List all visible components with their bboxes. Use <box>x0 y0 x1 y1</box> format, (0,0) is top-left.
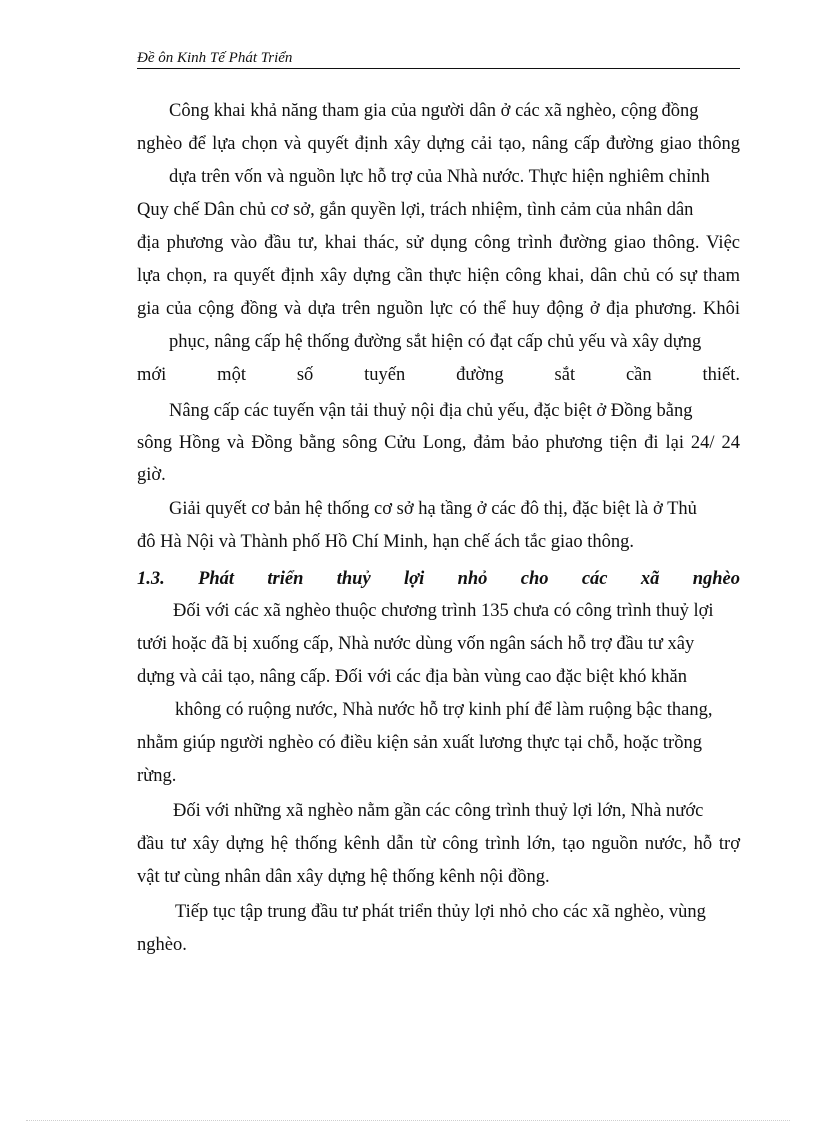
text-line: Quy chế Dân chủ cơ sở, gắn quyền lợi, trách nhiệm, tình cảm của nhân dân <box>137 200 694 220</box>
text-line: Công khai khả năng tham gia của người dân ở các xã nghèo, cộng đồng <box>169 101 699 121</box>
text-line: sông Hồng và Đồng bằng sông Cửu Long, đảm bảo phương tiện đi lại 24/ 24 <box>137 433 740 453</box>
page-bottom-rule <box>26 1120 790 1121</box>
header-rule <box>137 68 740 69</box>
text-line: không có ruộng nước, Nhà nước hỗ trợ kinh phí để làm ruộng bậc thang, <box>175 700 713 720</box>
text-line: Giải quyết cơ bản hệ thống cơ sở hạ tầng ở các đô thị, đặc biệt là ở Thủ <box>169 499 697 519</box>
text-line: Nâng cấp các tuyến vận tải thuỷ nội địa chủ yếu, đặc biệt ở Đồng bằng <box>169 401 693 421</box>
text-line: đô Hà Nội và Thành phố Hồ Chí Minh, hạn chế ách tắc giao thông. <box>137 532 634 552</box>
text-line: đầu tư xây dựng hệ thống kênh dẫn từ công trình lớn, tạo nguồn nước, hỗ trợ <box>137 834 740 854</box>
text-line: lựa chọn, ra quyết định xây dựng cần thực hiện công khai, dân chủ có sự tham <box>137 266 740 286</box>
text-line: vật tư cùng nhân dân xây dựng hệ thống kênh nội đồng. <box>137 867 550 887</box>
page-header-title: Đề ôn Kinh Tế Phát Triển <box>137 50 293 66</box>
text-line: phục, nâng cấp hệ thống đường sắt hiện có đạt cấp chủ yếu và xây dựng <box>169 332 702 352</box>
text-line: dựa trên vốn và nguồn lực hỗ trợ của Nhà nước. Thực hiện nghiêm chỉnh <box>169 167 710 187</box>
text-line: địa phương vào đầu tư, khai thác, sử dụng công trình đường giao thông. Việc <box>137 233 740 253</box>
text-line: Đối với các xã nghèo thuộc chương trình 135 chưa có công trình thuỷ lợi <box>173 601 714 621</box>
text-line: nghèo để lựa chọn và quyết định xây dựng cải tạo, nâng cấp đường giao thông <box>137 134 740 154</box>
text-line: Tiếp tục tập trung đầu tư phát triển thủy lợi nhỏ cho các xã nghèo, vùng <box>175 902 706 922</box>
text-line: nhằm giúp người nghèo có điều kiện sản xuất lương thực tại chỗ, hoặc trồng <box>137 733 702 753</box>
text-line: dựng và cải tạo, nâng cấp. Đối với các địa bàn vùng cao đặc biệt khó khăn <box>137 667 687 687</box>
text-line: tưới hoặc đã bị xuống cấp, Nhà nước dùng vốn ngân sách hỗ trợ đầu tư xây <box>137 634 695 654</box>
text-line: giờ. <box>137 465 166 485</box>
text-line: nghèo. <box>137 935 187 955</box>
text-line: gia của cộng đồng và dựa trên nguồn lực có thể huy động ở địa phương. Khôi <box>137 299 740 319</box>
text-line: rừng. <box>137 766 177 786</box>
text-line: Đối với những xã nghèo nằm gần các công trình thuỷ lợi lớn, Nhà nước <box>173 801 704 821</box>
section-heading: 1.3. Phát triển thuỷ lợi nhỏ cho các xã nghèo <box>137 569 740 589</box>
text-line: mới một số tuyến đường sắt cần thiết. <box>137 365 740 385</box>
